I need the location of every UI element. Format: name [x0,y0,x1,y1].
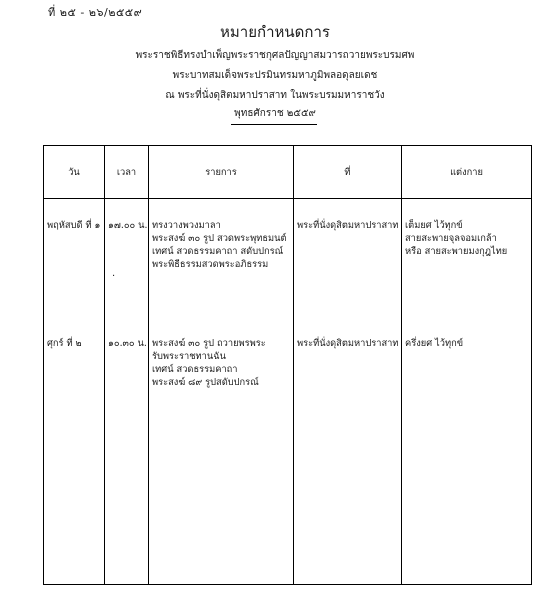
heading-line-4: พุทธศักราช ๒๕๕๙ [234,108,316,119]
table-row [44,199,532,317]
dress-line: หรือ สายสะพายมงกุฎไทย [405,246,508,257]
dress-line: สายสะพายจุลจอมเกล้า [405,233,497,244]
time-text: ๑๗.๐๐ น. [108,220,148,231]
dress-cell [402,199,532,317]
time-cell [105,199,149,317]
dress-line: ครึ่งยศ ไว้ทุกข์ [405,337,464,349]
place-cell [294,317,402,407]
header-row [44,146,532,199]
header-day: วัน [44,146,105,199]
heading-underline [231,124,317,125]
header-items: รายการ [149,146,294,199]
day-cell [44,317,105,407]
day-cell [44,199,105,317]
stray-dot: . [112,268,116,279]
heading-line-1: พระราชพิธีทรงบำเพ็ญพระราชกุศลปัญญาสมวารถวายพระบรมศพ [135,50,415,61]
header-time: เวลา [105,146,149,199]
item-line: ทรงวางพวงมาลา [152,220,221,231]
schedule-table [43,145,532,585]
heading-line-3: ณ พระที่นั่งดุสิตมหาปราสาท ในพระบรมมหาราชวัง [165,90,385,101]
header-dress: แต่งกาย [402,146,532,199]
items-cell [149,317,294,407]
items-cell [149,199,294,317]
place-text: พระที่นั่งดุสิตมหาปราสาท [297,220,399,231]
header-place: ที่ [294,146,402,199]
time-text: ๑๐.๓๐ น. [108,337,147,349]
time-cell [105,317,149,407]
day-text: ศุกร์ ที่ ๒ [47,337,82,349]
reference-number: ที่ ๒๕ - ๒๖/๒๕๕๙ [48,6,143,19]
item-line: เทศน์ สวดธรรมคาถา [152,363,238,375]
dress-cell [402,317,532,407]
dress-line: เต็มยศ ไว้ทุกข์ [405,220,463,231]
item-line: พระสงฆ์ ๓๐ รูป ถวายพรพระ [152,337,266,349]
heading-line-2: พระบาทสมเด็จพระปรมินทรมหาภูมิพลอดุลยเดช [172,70,378,81]
table-row [44,317,532,407]
item-line: พระสงฆ์ ๘๙ รูปสดับปกรณ์ [152,376,259,388]
place-text: พระที่นั่งดุสิตมหาปราสาท [297,337,399,349]
day-text: พฤหัสบดี ที่ ๑ [47,220,101,231]
item-line: รับพระราชทานฉัน [152,350,226,362]
item-line: พระพิธีธรรมสวดพระอภิธรรม [152,259,269,270]
place-cell [294,199,402,317]
empty-row [44,407,532,585]
document-title: หมายกำหนดการ [220,23,330,41]
item-line: พระสงฆ์ ๓๐ รูป สวดพระพุทธมนต์ [152,233,287,244]
item-line: เทศน์ สวดธรรมคาถา สดับปกรณ์ [152,246,284,257]
